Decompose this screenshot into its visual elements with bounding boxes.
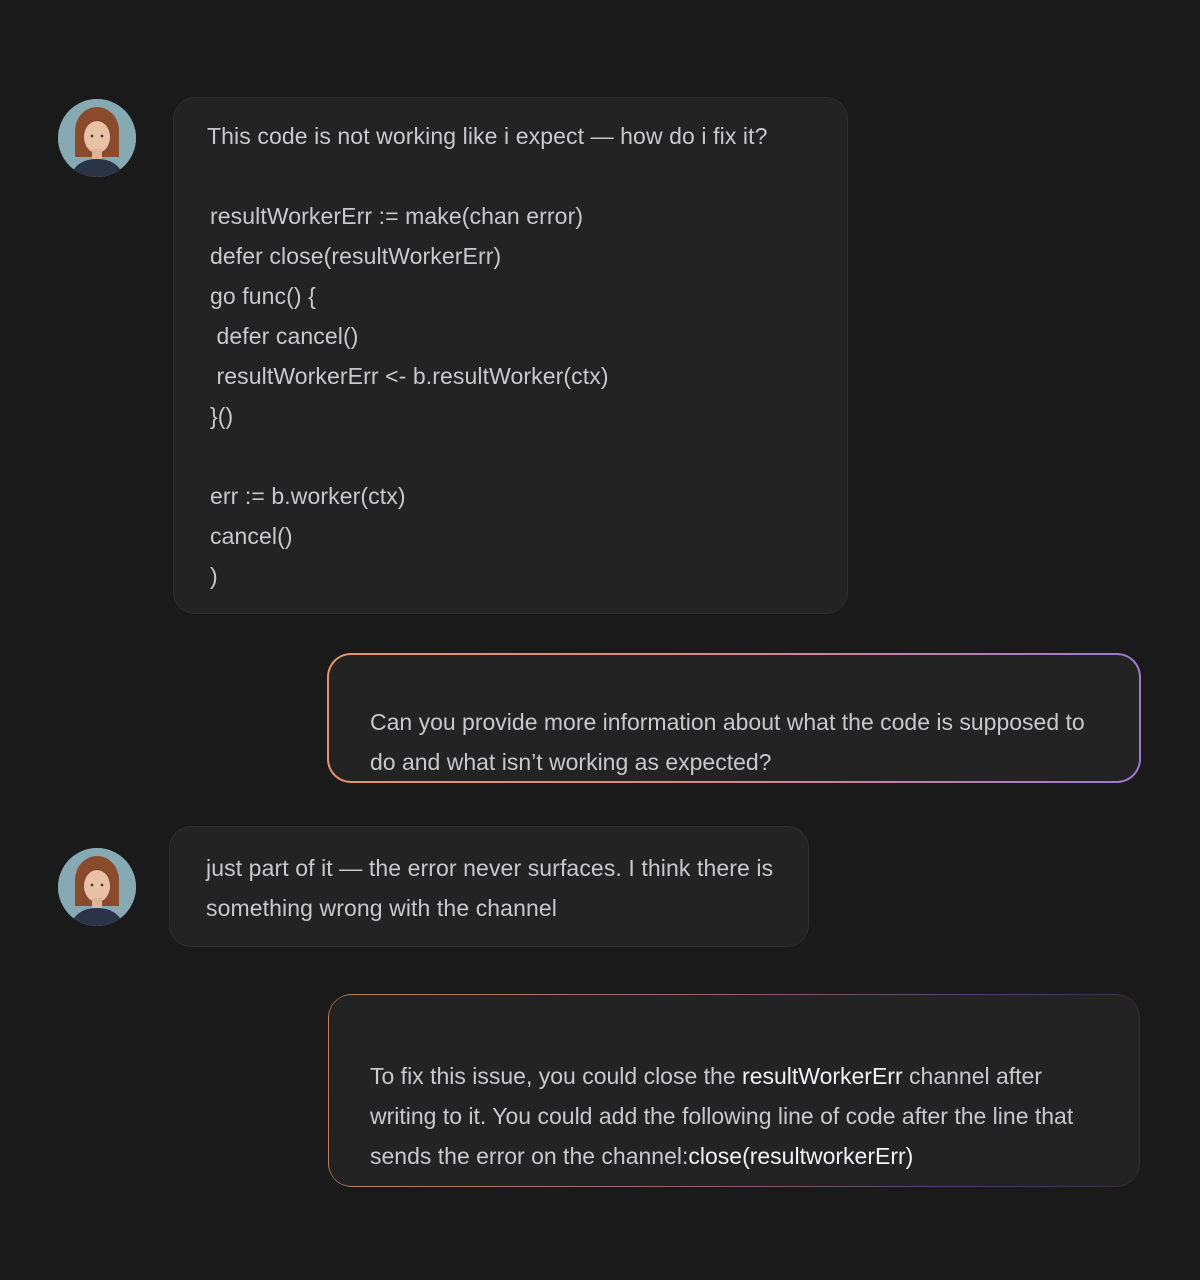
user-avatar [58, 99, 136, 177]
code-line: defer close(resultWorkerErr) [210, 243, 502, 269]
user-message-bubble [173, 97, 848, 614]
code-line: }() [210, 403, 234, 429]
code-highlight: resultWorkerErr [742, 1063, 903, 1089]
code-line: defer cancel() [210, 323, 359, 349]
user-avatar-icon [58, 99, 136, 177]
code-line: resultWorkerErr <- b.resultWorker(ctx) [210, 363, 609, 389]
assistant-message-bubble [328, 994, 1140, 1187]
message-text [370, 1056, 1099, 1176]
code-line: ) [210, 563, 218, 589]
user-message-bubble [169, 826, 809, 947]
user-avatar [58, 848, 136, 926]
message-text: just part of it — the error never surfaces. I think there is something wrong with the channel [206, 855, 774, 921]
message-text-part: channel after writing to it. You could add the following line of code after the line that sends the error on the channel: [370, 1063, 1074, 1169]
assistant-message-bubble [327, 653, 1141, 783]
message-text-part: To fix this issue, you could close the [370, 1063, 743, 1089]
message-text: Can you provide more information about what the code is supposed to do and what isn’t working as expected? [370, 709, 1085, 775]
code-line: go func() { [210, 283, 316, 309]
code-highlight: close(resultworkerErr) [688, 1143, 914, 1169]
code-line: cancel() [210, 523, 293, 549]
code-snippet [207, 196, 815, 596]
code-line: resultWorkerErr := make(chan error) [210, 203, 584, 229]
code-line: err := b.worker(ctx) [210, 483, 406, 509]
code-line [210, 436, 815, 476]
user-avatar-icon [58, 848, 136, 926]
message-text: This code is not working like i expect — how do i fix it? [207, 123, 768, 149]
